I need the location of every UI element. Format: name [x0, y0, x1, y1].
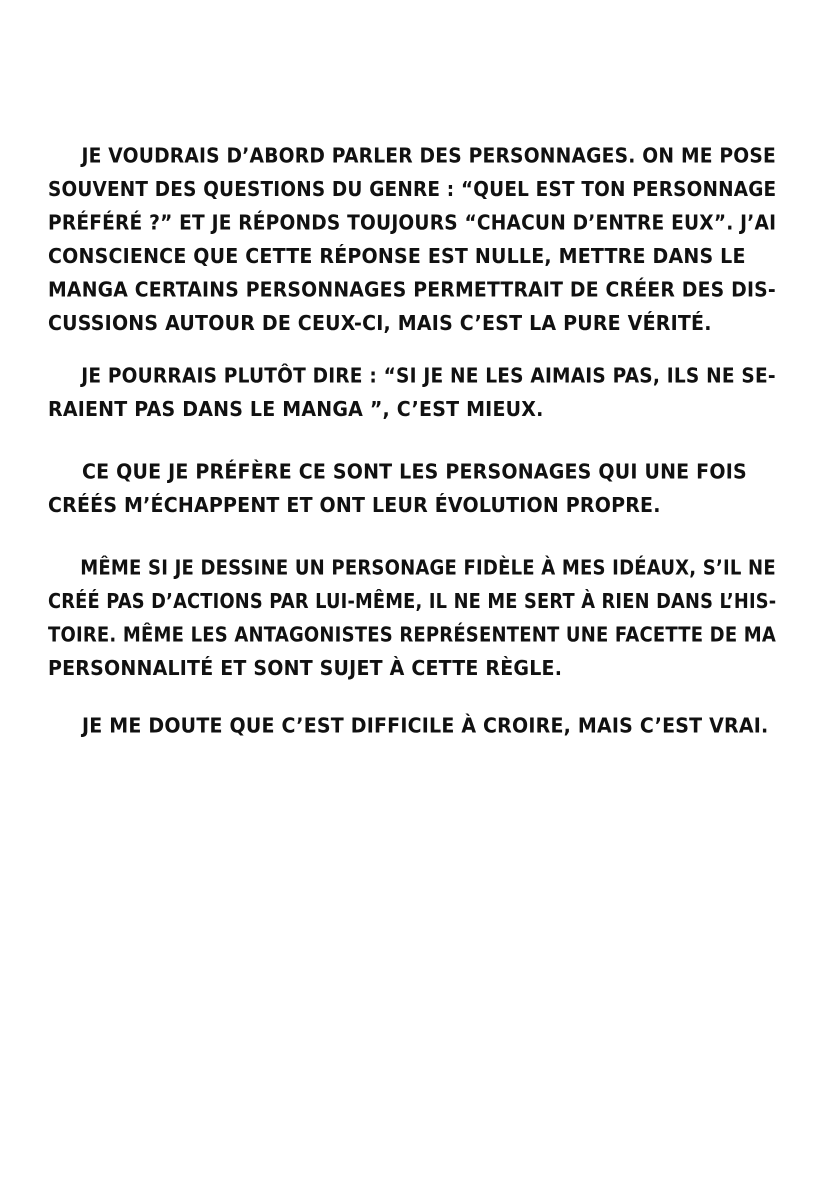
text-line: JE POURRAIS PLUTÔT DIRE : “SI JE NE LES AIMAIS PAS, ILS NE SE- [81, 364, 776, 389]
text-line: JE ME DOUTE QUE C’EST DIFFICILE À CROIRE, MAIS C’EST VRAI. [82, 714, 769, 739]
paragraph-ideals [48, 552, 776, 686]
text-block [48, 140, 776, 775]
text-line: CRÉÉS M’ÉCHAPPENT ET ONT LEUR ÉVOLUTION PROPRE. [48, 493, 661, 518]
text-line: CONSCIENCE QUE CETTE RÉPONSE EST NULLE, METTRE DANS LE [48, 244, 746, 269]
text-line: SOUVENT DES QUESTIONS DU GENRE : “QUEL EST TON PERSONNAGE [48, 177, 777, 202]
text-line: TOIRE. MÊME LES ANTAGONISTES REPRÉSENTENT UNE FACETTE DE MA [48, 623, 777, 648]
text-line: PRÉFÉRÉ ?” ET JE RÉPONDS TOUJOURS “CHACUN D’ENTRE EUX”. J’AI [48, 211, 777, 236]
paragraph-characters [48, 140, 776, 341]
text-line: JE VOUDRAIS D’ABORD PARLER DES PERSONNAGES. ON ME POSE [81, 144, 777, 169]
text-line: CRÉÉ PAS D’ACTIONS PAR LUI-MÊME, IL NE ME SERT À RIEN DANS L’HIS- [48, 589, 777, 614]
paragraph-conclusion [48, 710, 776, 743]
text-line: RAIENT PAS DANS LE MANGA ”, C’EST MIEUX. [48, 397, 544, 422]
text-line: MANGA CERTAINS PERSONNAGES PERMETTRAIT DE CRÉER DES DIS- [48, 278, 776, 302]
paragraph-preference [48, 456, 776, 523]
text-line: PERSONNALITÉ ET SONT SUJET À CETTE RÈGLE. [48, 656, 563, 681]
paragraph-rather-say [48, 360, 776, 427]
text-line: CE QUE JE PRÉFÈRE CE SONT LES PERSONAGES QUI UNE FOIS [82, 460, 747, 485]
text-line: MÊME SI JE DESSINE UN PERSONAGE FIDÈLE À MES IDÉAUX, S’IL NE [80, 556, 776, 581]
text-line: CUSSIONS AUTOUR DE CEUX-CI, MAIS C’EST LA PURE VÉRITÉ. [48, 311, 712, 336]
